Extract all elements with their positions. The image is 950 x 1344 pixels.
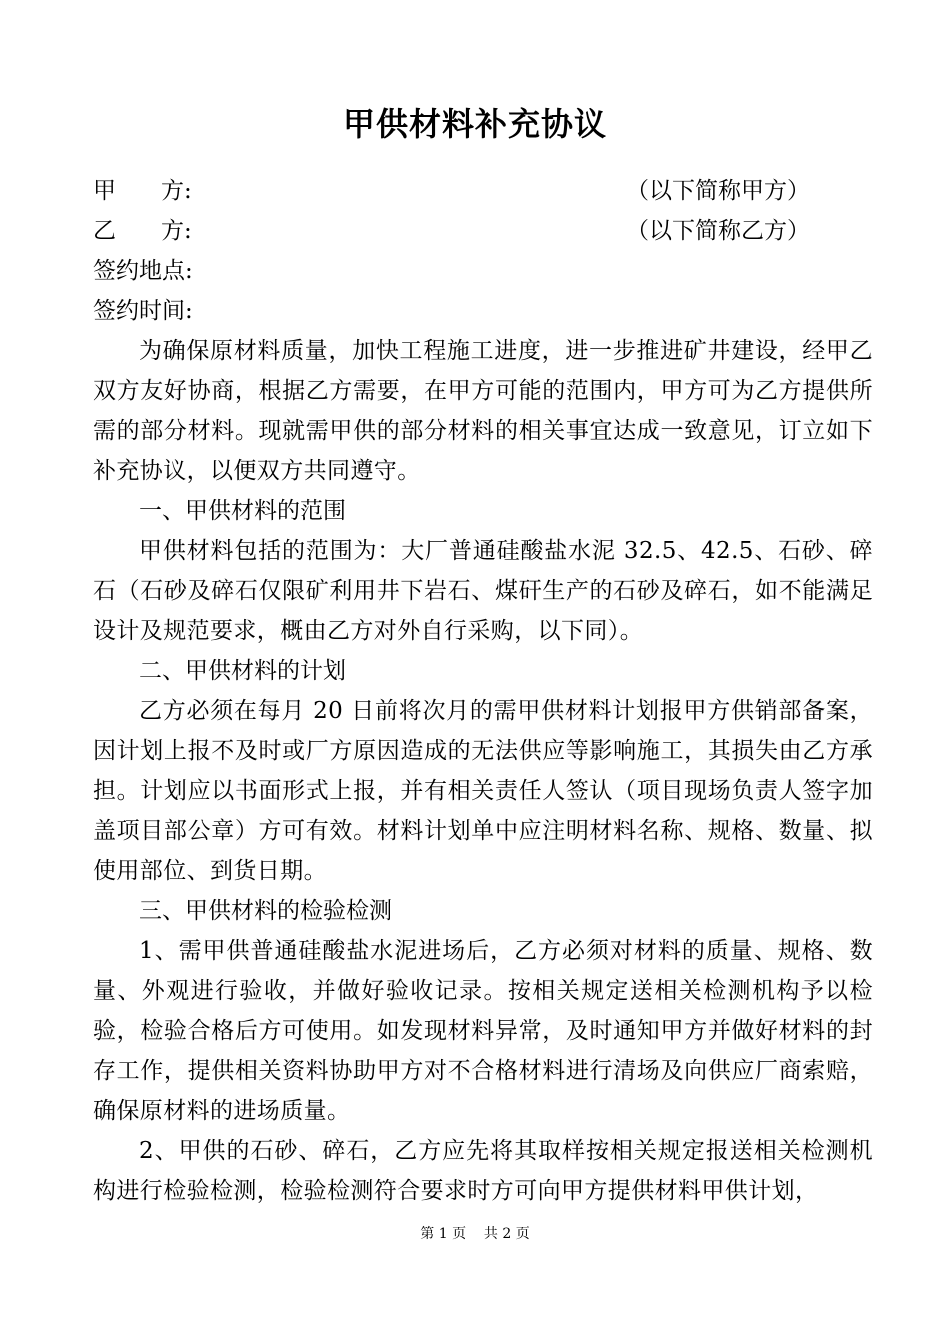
section2-paragraph: 乙方必须在每月 20 日前将次月的需甲供材料计划报甲方供销部备案，因计划上报不及时或厂方原因造成的无法供应等影响施工，其损失由乙方承担。计划应以书面形式上报，并有相关责任人签认（项目现场负责人签字加盖项目部公章）方可有效。材料计划单中应注明材料名称、规格、数量、拟使用部位、到货日期。 bbox=[93, 698, 873, 884]
party-a-colon: : bbox=[184, 178, 192, 204]
section3-heading: 三、甲供材料的检验检测 bbox=[139, 898, 392, 924]
document-body bbox=[93, 171, 873, 1211]
party-b-row: 乙 方 : （以下简称乙方） bbox=[93, 211, 873, 251]
document-title: 甲供材料补充协议 bbox=[342, 105, 607, 143]
section1-paragraph: 甲供材料包括的范围为：大厂普通硅酸盐水泥 32.5、42.5、石砂、碎石（石砂及碎石仅限矿利用井下岩石、煤矸生产的石砂及碎石，如不能满足设计及规范要求，概由乙方对外自行采购，以下同）。 bbox=[93, 538, 873, 644]
party-a-note: （以下简称甲方） bbox=[626, 178, 810, 204]
sign-time-row bbox=[93, 291, 873, 331]
page-footer: 第 1 页 共 2 页 bbox=[420, 1226, 530, 1242]
party-b-note: （以下简称乙方） bbox=[626, 218, 810, 244]
party-a-row: 甲 方 : （以下简称甲方） bbox=[93, 171, 873, 211]
section3-item2: 2、甲供的石砂、碎石，乙方应先将其取样按相关规定报送相关检测机构进行检验检测，检验检测符合要求时方可向甲方提供材料甲供计划， bbox=[93, 1138, 873, 1204]
section3-item1: 1、需甲供普通硅酸盐水泥进场后，乙方必须对材料的质量、规格、数量、外观进行验收，并做好验收记录。按相关规定送相关检测机构予以检验，检验合格后方可使用。如发现材料异常，及时通知甲方并做好材料的封存工作，提供相关资料协助甲方对不合格材料进行清场及向供应厂商索赔，确保原材料的进场质量。 bbox=[93, 938, 873, 1124]
sign-place-label: 签约地点: bbox=[93, 258, 193, 284]
intro-paragraph: 为确保原材料质量，加快工程施工进度，进一步推进矿井建设，经甲乙双方友好协商，根据乙方需要，在甲方可能的范围内，甲方可为乙方提供所需的部分材料。现就需甲供的部分材料的相关事宜达成一致意见，订立如下补充协议，以便双方共同遵守。 bbox=[93, 338, 873, 484]
sign-place-row bbox=[93, 251, 873, 291]
section1-heading: 一、甲供材料的范围 bbox=[139, 498, 346, 524]
sign-time-label: 签约时间: bbox=[93, 298, 193, 324]
section2-heading: 二、甲供材料的计划 bbox=[139, 658, 346, 684]
party-b-colon: : bbox=[184, 218, 192, 244]
